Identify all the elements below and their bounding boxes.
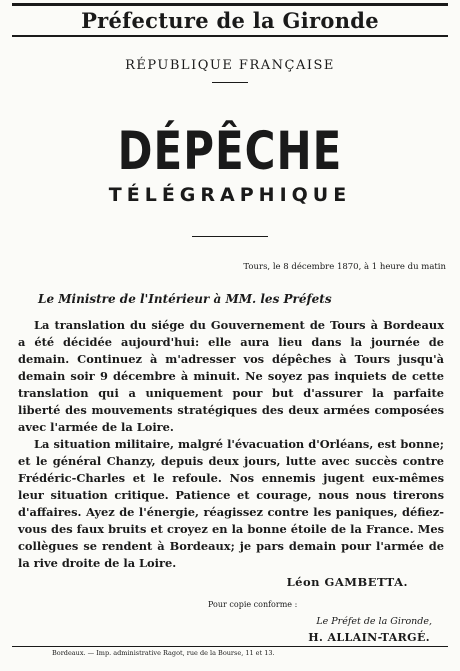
prefecture-title: Préfecture de la Gironde (81, 8, 379, 33)
prefet-title: Le Préfet de la Gironde, (316, 616, 432, 627)
republique-heading: RÉPUBLIQUE FRANÇAISE (125, 58, 335, 73)
telegraphique-subtitle: TÉLÉGRAPHIQUE (108, 184, 352, 206)
dateline: Tours, le 8 décembre 1870, à 1 heure du matin (243, 262, 446, 272)
divider-long (192, 236, 268, 237)
signature: Léon GAMBETTA. (286, 575, 408, 589)
paragraph: La translation du siége du Gouvernement de Tours à Bordeaux a été décidée aujourd'hui: elle aura lieu dans la journée de demain. Continuez à m'adresser vos dépêches à Tours jusqu'à demain soir 9 décembre à minuit. Ne soyez pas inquiets de cette translation qui a uniquement pour but d'assurer la parfaite liberté des mouvements stratégiques des deux armées composées avec l'armée de la Loire. (18, 318, 444, 434)
prefet-name: H. ALLAIN-TARGÉ. (308, 631, 430, 644)
imprint-line: Bordeaux. — Imp. administrative Ragot, rue de la Bourse, 11 et 13. (52, 649, 275, 657)
bottom-rule (12, 646, 448, 647)
depeche-title: DÉPÊCHE (117, 120, 343, 182)
divider-short (212, 82, 248, 83)
prefecture-header (12, 3, 448, 37)
paragraph: La situation militaire, malgré l'évacuation d'Orléans, est bonne; et le général Chanzy, depuis deux jours, lutte avec succès contre Frédéric-Charles et le refoule. Nos ennemis jugent eux-mêmes leur situation critique. Patience et courage, nous nous tirerons d'affaires. Ayez de l'énergie, réagissez contre les paniques, défiez-vous des faux bruits et croyez en la bonne étoile de la France. Mes collègues se rendent à Bordeaux; je pars demain pour l'armée de la rive droite de la Loire. (18, 437, 444, 570)
address-line: Le Ministre de l'Intérieur à MM. les Préfets (38, 292, 332, 306)
copy-label: Pour copie conforme : (208, 600, 298, 609)
dispatch-body (18, 317, 444, 572)
